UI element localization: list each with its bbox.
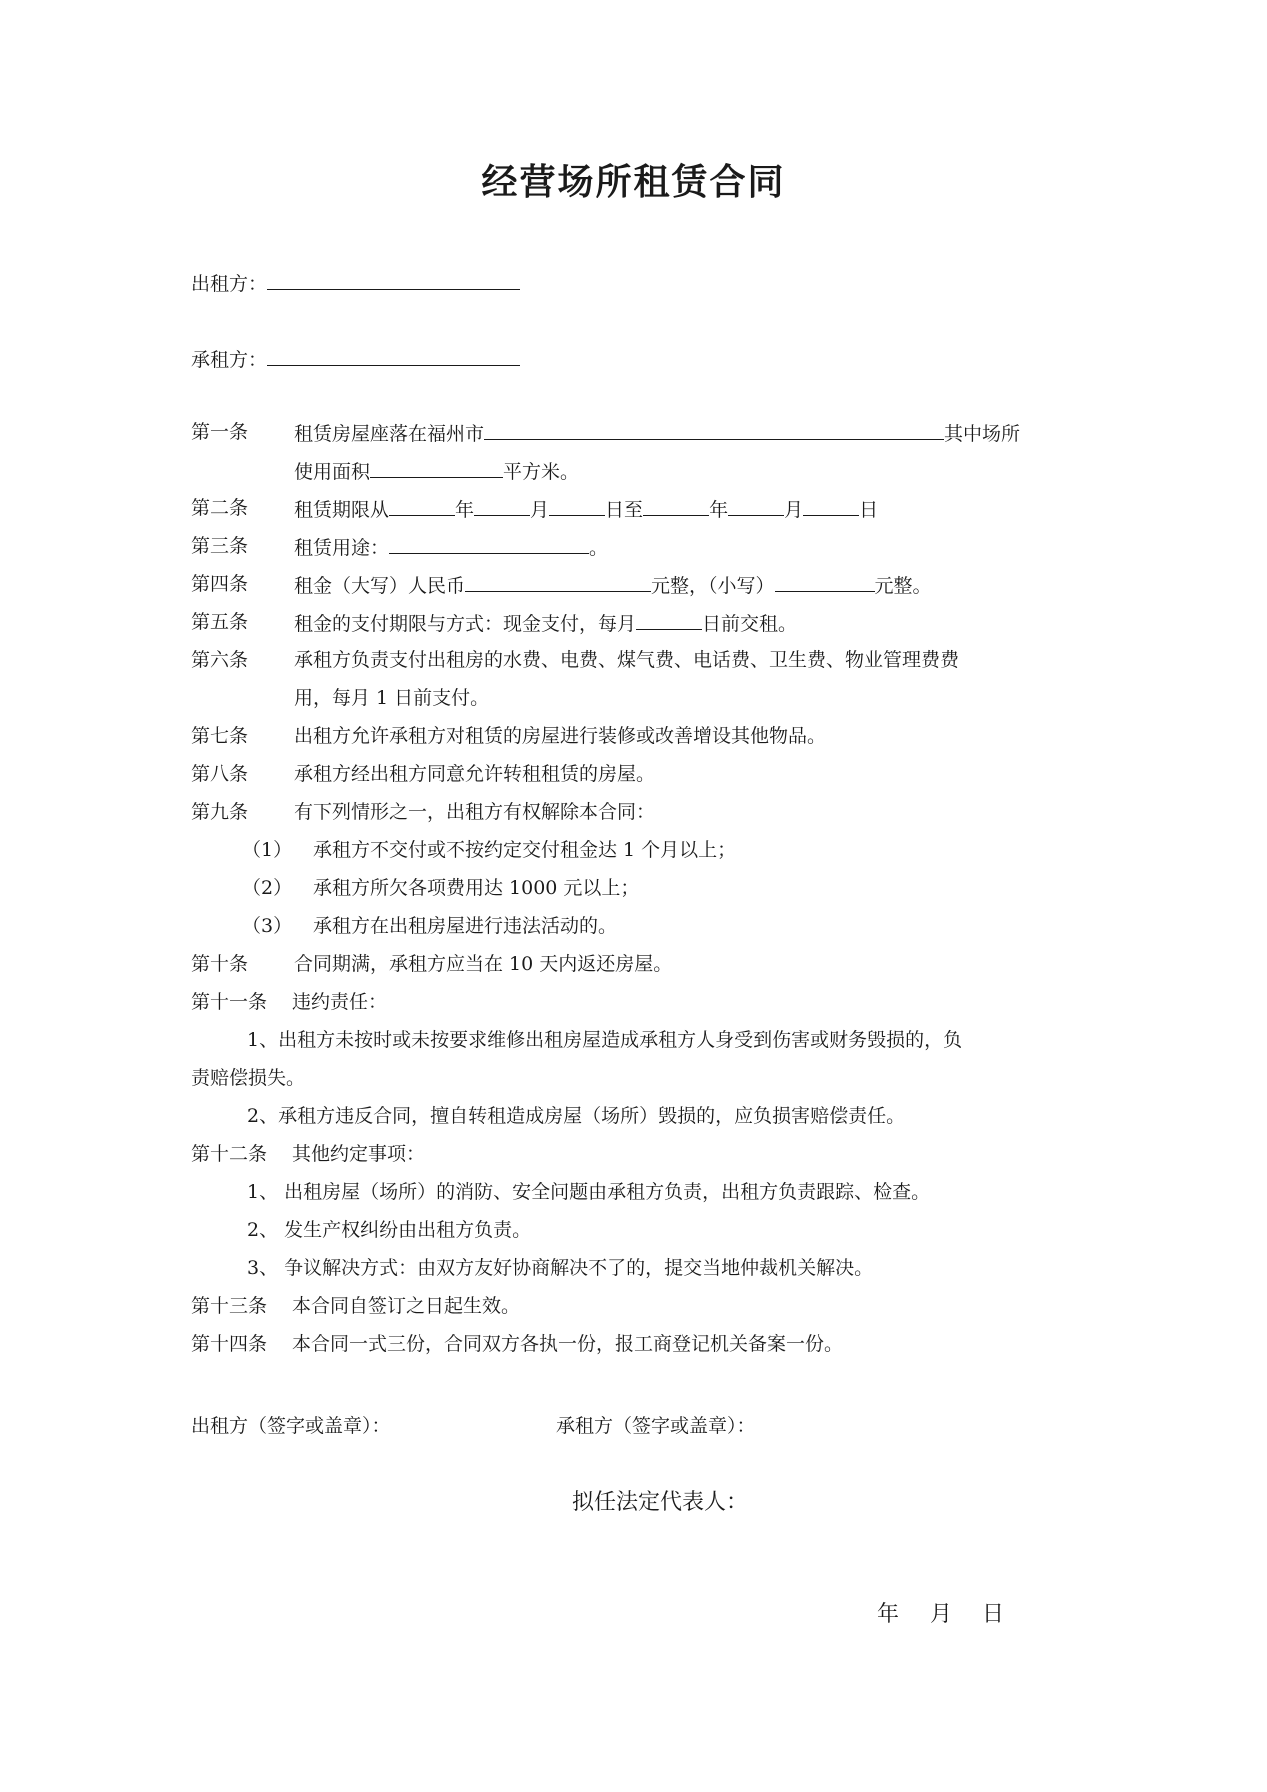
article-7-label: 第七条 xyxy=(191,725,249,747)
end-month-blank[interactable] xyxy=(728,495,784,516)
area-blank[interactable] xyxy=(370,457,503,478)
article-6-line-1: 承租方负责支付出租房的水费、电费、煤气费、电话费、卫生费、物业管理费费 xyxy=(294,649,960,671)
lessor-signature-label: 出租方（签字或盖章）： xyxy=(191,1415,391,1437)
article-1-line-1: 租赁房屋座落在福州市 其中场所 xyxy=(294,419,1020,447)
article-6-line-2: 用，每月 1 日前支付。 xyxy=(294,687,490,709)
article-9-item-1-num: （1） xyxy=(242,839,293,861)
article-6-label: 第六条 xyxy=(191,649,249,671)
article-3-label: 第三条 xyxy=(191,535,249,557)
article-9-item-3-num: （3） xyxy=(242,915,293,937)
end-day-blank[interactable] xyxy=(803,495,859,516)
article-12-clause-2: 2、 发生产权纠纷由出租方负责。 xyxy=(247,1219,532,1241)
article-12-text: 其他约定事项： xyxy=(292,1143,426,1165)
article-14-label: 第十四条 xyxy=(191,1333,268,1355)
article-5-line: 租金的支付期限与方式：现金支付，每月 日前交租。 xyxy=(294,609,797,637)
article-10-label: 第十条 xyxy=(191,953,249,975)
address-blank[interactable] xyxy=(484,419,944,440)
lessor-blank[interactable] xyxy=(267,269,520,290)
article-1-line-2: 使用面积 平方米。 xyxy=(294,457,579,485)
document-title: 经营场所租赁合同 xyxy=(481,162,786,203)
article-11-clause-2: 2、承租方违反合同，擅自转租造成房屋（场所）毁损的，应负损害赔偿责任。 xyxy=(247,1105,906,1127)
article-11-text: 违约责任： xyxy=(292,991,388,1013)
article-9-label: 第九条 xyxy=(191,801,249,823)
rent-uppercase-blank[interactable] xyxy=(465,571,651,592)
start-month-blank[interactable] xyxy=(474,495,530,516)
article-4-line: 租金（大写）人民币 元整，（小写） 元整。 xyxy=(294,571,932,599)
lessor-line xyxy=(191,269,520,297)
date-month-label: 月 xyxy=(930,1602,953,1627)
article-10-text: 合同期满，承租方应当在 10 天内返还房屋。 xyxy=(294,953,673,975)
article-11-clause-1-line-1: 1、出租方未按时或未按要求维修出租房屋造成承租方人身受到伤害或财务毁损的，负 xyxy=(247,1029,963,1051)
article-9-text: 有下列情形之一，出租方有权解除本合同： xyxy=(294,801,656,823)
article-12-clause-1: 1、 出租房屋（场所）的消防、安全问题由承租方负责，出租方负责跟踪、检查。 xyxy=(247,1181,931,1203)
article-9-item-3-text: 承租方在出租房屋进行违法活动的。 xyxy=(313,915,618,937)
article-5-label: 第五条 xyxy=(191,611,249,633)
legal-representative-label: 拟任法定代表人： xyxy=(572,1490,749,1515)
article-2-label: 第二条 xyxy=(191,497,249,519)
payment-day-blank[interactable] xyxy=(636,609,702,630)
rent-lowercase-blank[interactable] xyxy=(775,571,875,592)
article-12-clause-3: 3、 争议解决方式：由双方友好协商解决不了的，提交当地仲裁机关解决。 xyxy=(247,1257,874,1279)
lessor-label: 出租方： xyxy=(191,273,268,295)
article-3-line: 租赁用途： 。 xyxy=(294,533,608,561)
article-7-text: 出租方允许承租方对租赁的房屋进行装修或改善增设其他物品。 xyxy=(294,725,827,747)
lessee-signature-label: 承租方（签字或盖章）： xyxy=(556,1415,756,1437)
article-13-label: 第十三条 xyxy=(191,1295,268,1317)
end-year-blank[interactable] xyxy=(643,495,709,516)
article-11-clause-1-line-2: 责赔偿损失。 xyxy=(191,1067,306,1089)
article-13-text: 本合同自签订之日起生效。 xyxy=(292,1295,521,1317)
lessee-blank[interactable] xyxy=(267,345,520,366)
article-8-label: 第八条 xyxy=(191,763,249,785)
date-day-label: 日 xyxy=(982,1602,1005,1627)
article-9-item-2-text: 承租方所欠各项费用达 1000 元以上； xyxy=(313,877,640,899)
article-8-text: 承租方经出租方同意允许转租租赁的房屋。 xyxy=(294,763,656,785)
lessee-label: 承租方： xyxy=(191,349,268,371)
article-9-item-2-num: （2） xyxy=(242,877,293,899)
article-2-line: 租赁期限从 年 月 日至 年 月 日 xyxy=(294,495,878,523)
lessee-line xyxy=(191,345,520,373)
usage-blank[interactable] xyxy=(389,533,589,554)
article-14-text: 本合同一式三份，合同双方各执一份，报工商登记机关备案一份。 xyxy=(292,1333,844,1355)
article-11-label: 第十一条 xyxy=(191,991,268,1013)
start-day-blank[interactable] xyxy=(549,495,605,516)
article-12-label: 第十二条 xyxy=(191,1143,268,1165)
date-year-label: 年 xyxy=(877,1602,900,1627)
article-1-label: 第一条 xyxy=(191,421,249,443)
article-9-item-1-text: 承租方不交付或不按约定交付租金达 1 个月以上； xyxy=(313,839,737,861)
article-4-label: 第四条 xyxy=(191,573,249,595)
start-year-blank[interactable] xyxy=(389,495,455,516)
